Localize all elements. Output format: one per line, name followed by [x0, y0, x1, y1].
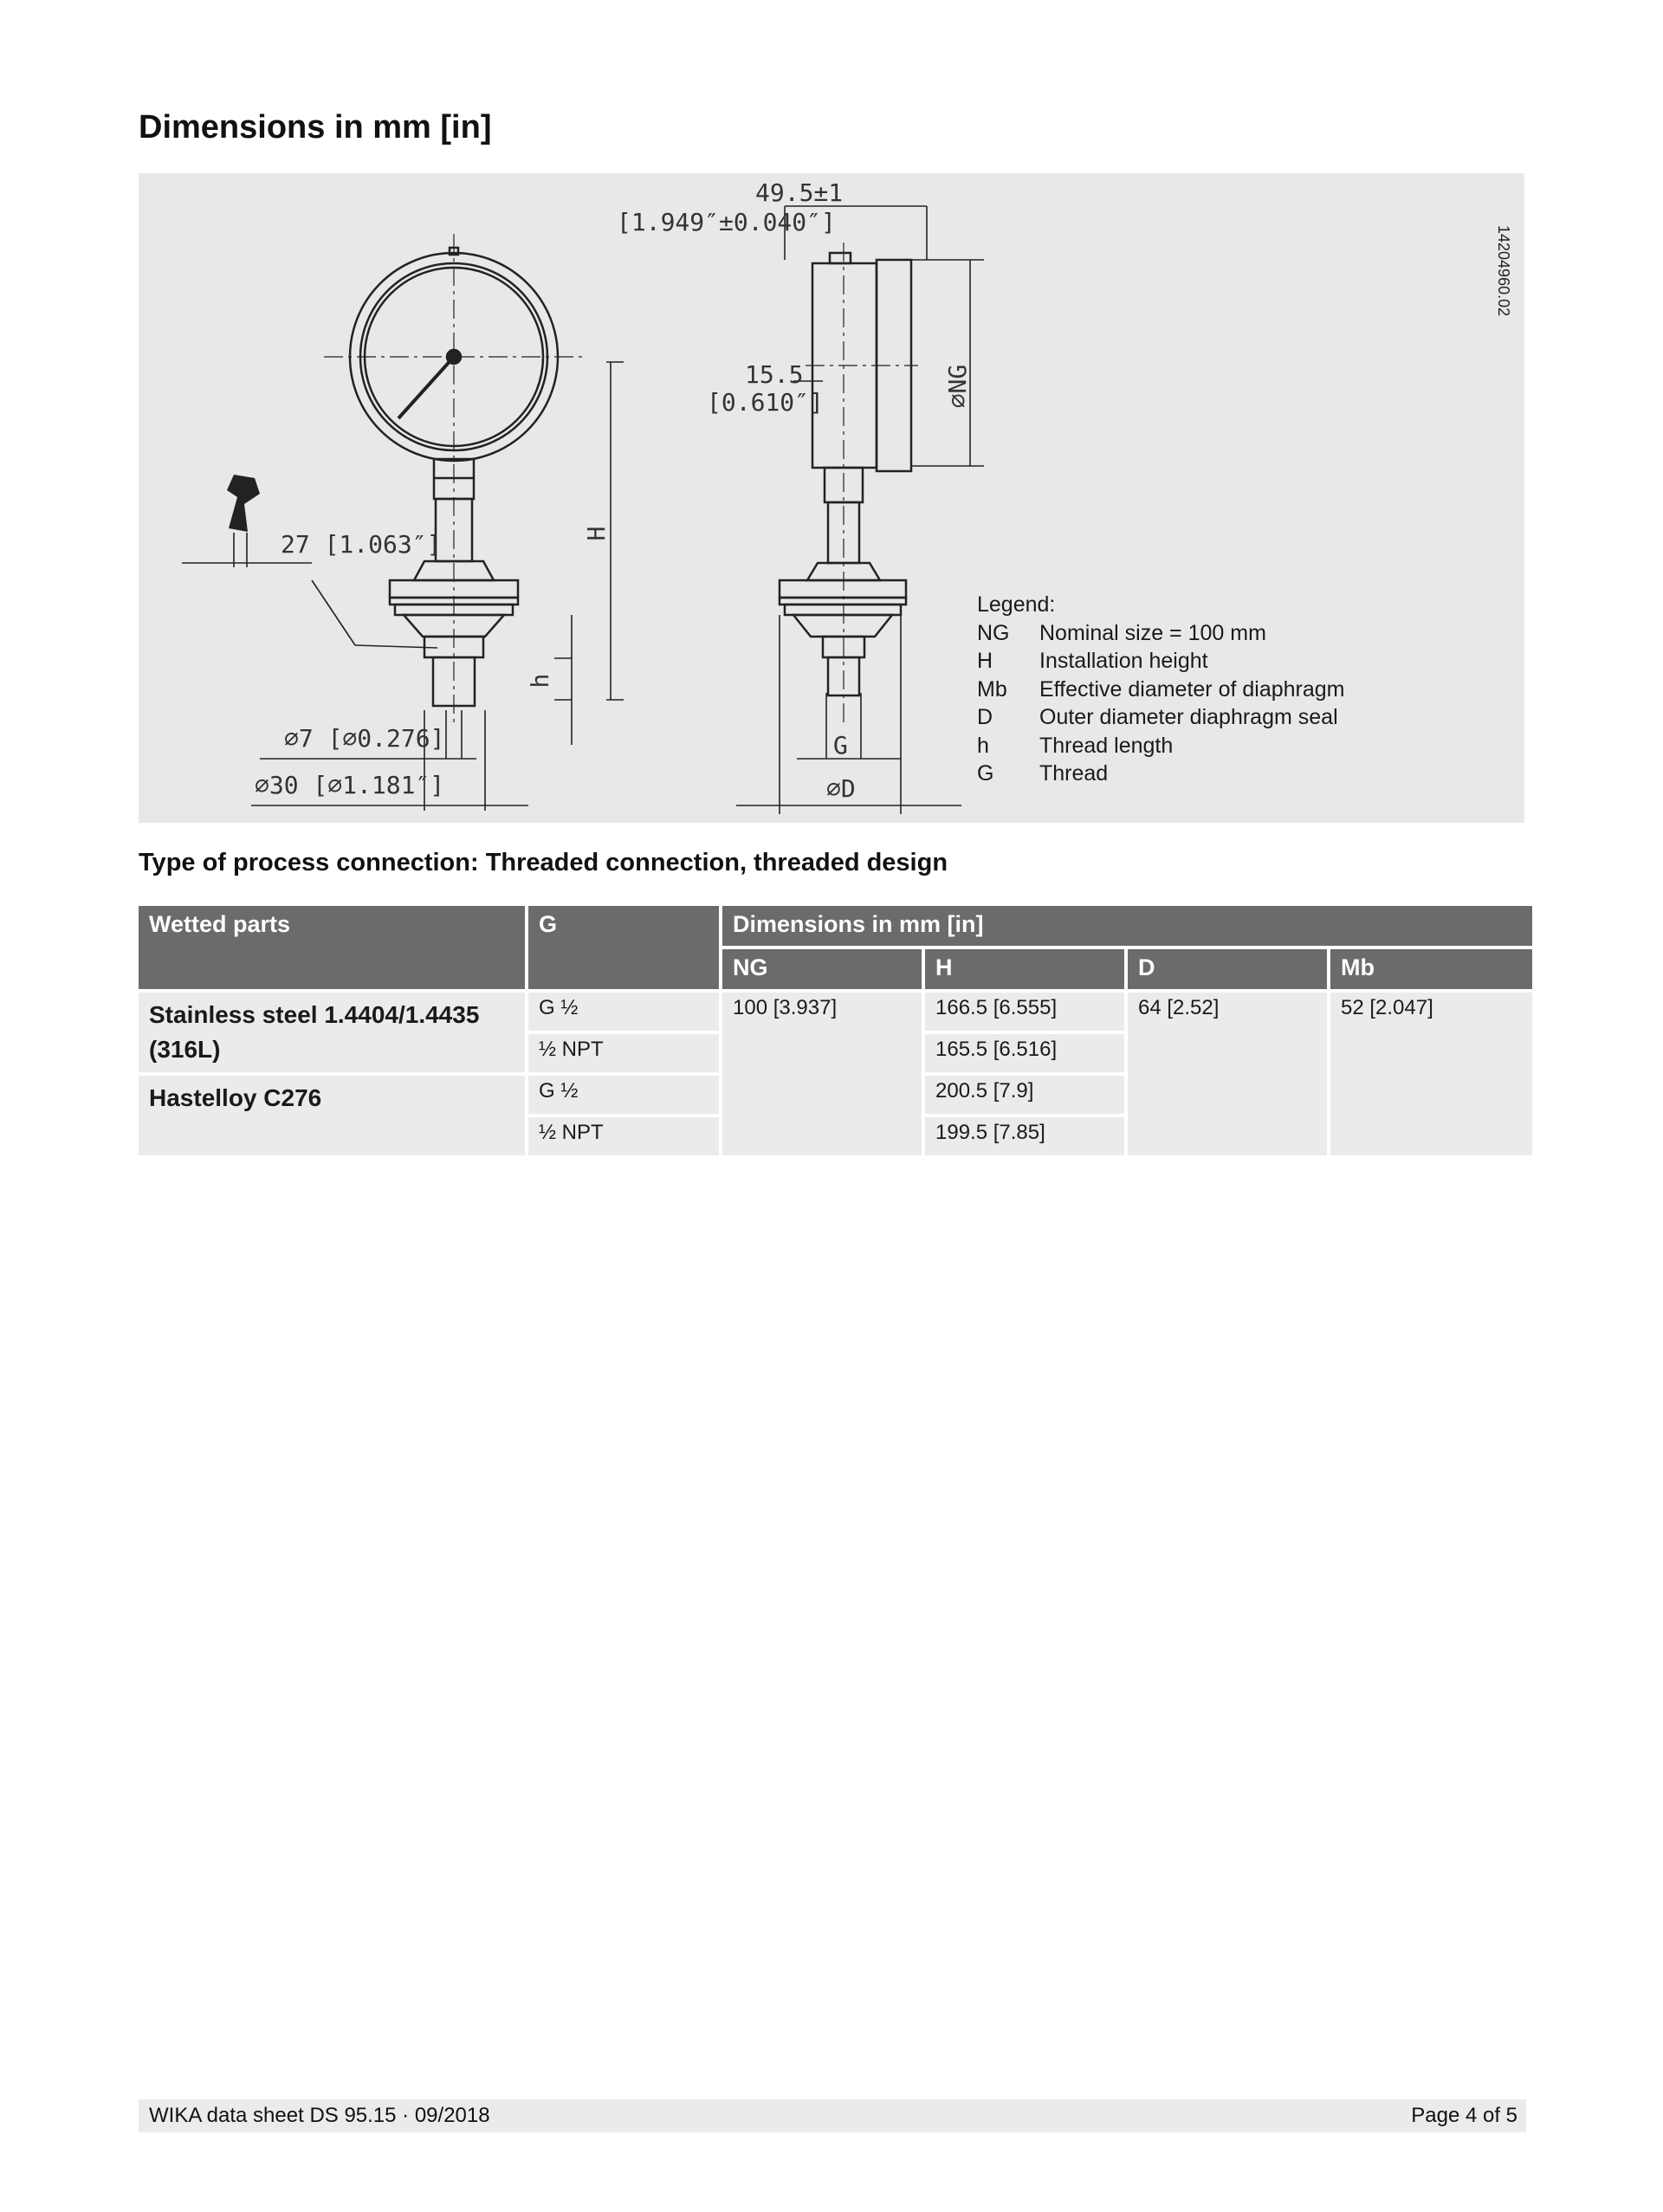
- h-cell: 199.5 [7.85]: [925, 1117, 1124, 1155]
- legend-value: Nominal size = 100 mm: [1039, 620, 1266, 645]
- legend-key: H: [977, 649, 993, 673]
- legend-key: G: [977, 761, 994, 786]
- document-number: 14204960.02: [1495, 225, 1512, 317]
- h-cell: 200.5 [7.9]: [925, 1076, 1124, 1114]
- legend-key: D: [977, 705, 993, 729]
- legend-item: [977, 760, 1345, 788]
- material-cell: Stainless steel 1.4404/1.4435 (316L): [139, 993, 525, 1072]
- dim-offset-in: [0.610″]: [707, 388, 824, 417]
- legend-value: Thread: [1039, 761, 1109, 786]
- dim-thread-diameter: ⌀7 [⌀0.276]: [284, 724, 445, 753]
- header-h: H: [925, 949, 1124, 989]
- legend: [977, 591, 1345, 788]
- table-row: [139, 993, 1532, 1031]
- h-cell: 165.5 [6.516]: [925, 1034, 1124, 1072]
- dim-offset: 15.5: [745, 360, 804, 389]
- header-mb: Mb: [1330, 949, 1532, 989]
- material-cell: Hastelloy C276: [139, 1076, 525, 1155]
- header-g: G: [528, 906, 719, 989]
- dim-d: ⌀D: [826, 774, 856, 803]
- dim-width-top: 49.5±1: [755, 178, 844, 207]
- dim-width-top-in: [1.949″±0.040″]: [617, 208, 836, 236]
- g-cell: ½ NPT: [528, 1117, 719, 1155]
- legend-key: NG: [977, 620, 1010, 645]
- d-cell: 64 [2.52]: [1128, 993, 1327, 1155]
- legend-value: Effective diameter of diaphragm: [1039, 676, 1345, 702]
- header-d: D: [1128, 949, 1327, 989]
- gauge-side-view: [780, 253, 911, 695]
- g-cell: G ½: [528, 1076, 719, 1114]
- legend-item: [977, 732, 1345, 760]
- legend-title: Legend:: [977, 592, 1056, 617]
- footer-document-id: WIKA data sheet DS 95.15 · 09/2018: [149, 2104, 490, 2127]
- legend-value: Installation height: [1039, 649, 1208, 673]
- dim-h-upper: H: [582, 526, 611, 541]
- dimensions-table: [135, 902, 1536, 1159]
- dim-h-lower: h: [526, 673, 554, 689]
- mb-cell: 52 [2.047]: [1330, 993, 1532, 1155]
- legend-item: [977, 703, 1345, 732]
- dim-g: G: [833, 731, 848, 760]
- table-header-row: [139, 906, 1532, 946]
- dim-wrench: 27 [1.063″]: [281, 530, 442, 559]
- legend-item: [977, 619, 1345, 648]
- header-ng: NG: [722, 949, 922, 989]
- section-title: Type of process connection: Threaded connection, threaded design: [139, 849, 948, 876]
- legend-key: Mb: [977, 676, 1007, 702]
- header-dimensions: Dimensions in mm [in]: [722, 906, 1532, 946]
- page-footer: [139, 2099, 1526, 2132]
- dim-ng: ⌀NG: [943, 364, 972, 409]
- legend-value: Thread length: [1039, 733, 1174, 758]
- footer-page-number: Page 4 of 5: [1411, 2104, 1517, 2127]
- legend-key: h: [977, 733, 989, 758]
- g-cell: G ½: [528, 993, 719, 1031]
- ng-cell: 100 [3.937]: [722, 993, 922, 1155]
- legend-item: [977, 647, 1345, 676]
- page-title: Dimensions in mm [in]: [139, 109, 492, 146]
- h-cell: 166.5 [6.555]: [925, 993, 1124, 1031]
- legend-value: Outer diameter diaphragm seal: [1039, 705, 1338, 729]
- dimension-drawing: [139, 173, 1524, 823]
- g-cell: ½ NPT: [528, 1034, 719, 1072]
- dim-base-diameter: ⌀30 [⌀1.181″]: [255, 771, 445, 799]
- legend-item: [977, 676, 1345, 704]
- header-wetted-parts: Wetted parts: [139, 906, 525, 989]
- wrench-icon: [227, 475, 260, 532]
